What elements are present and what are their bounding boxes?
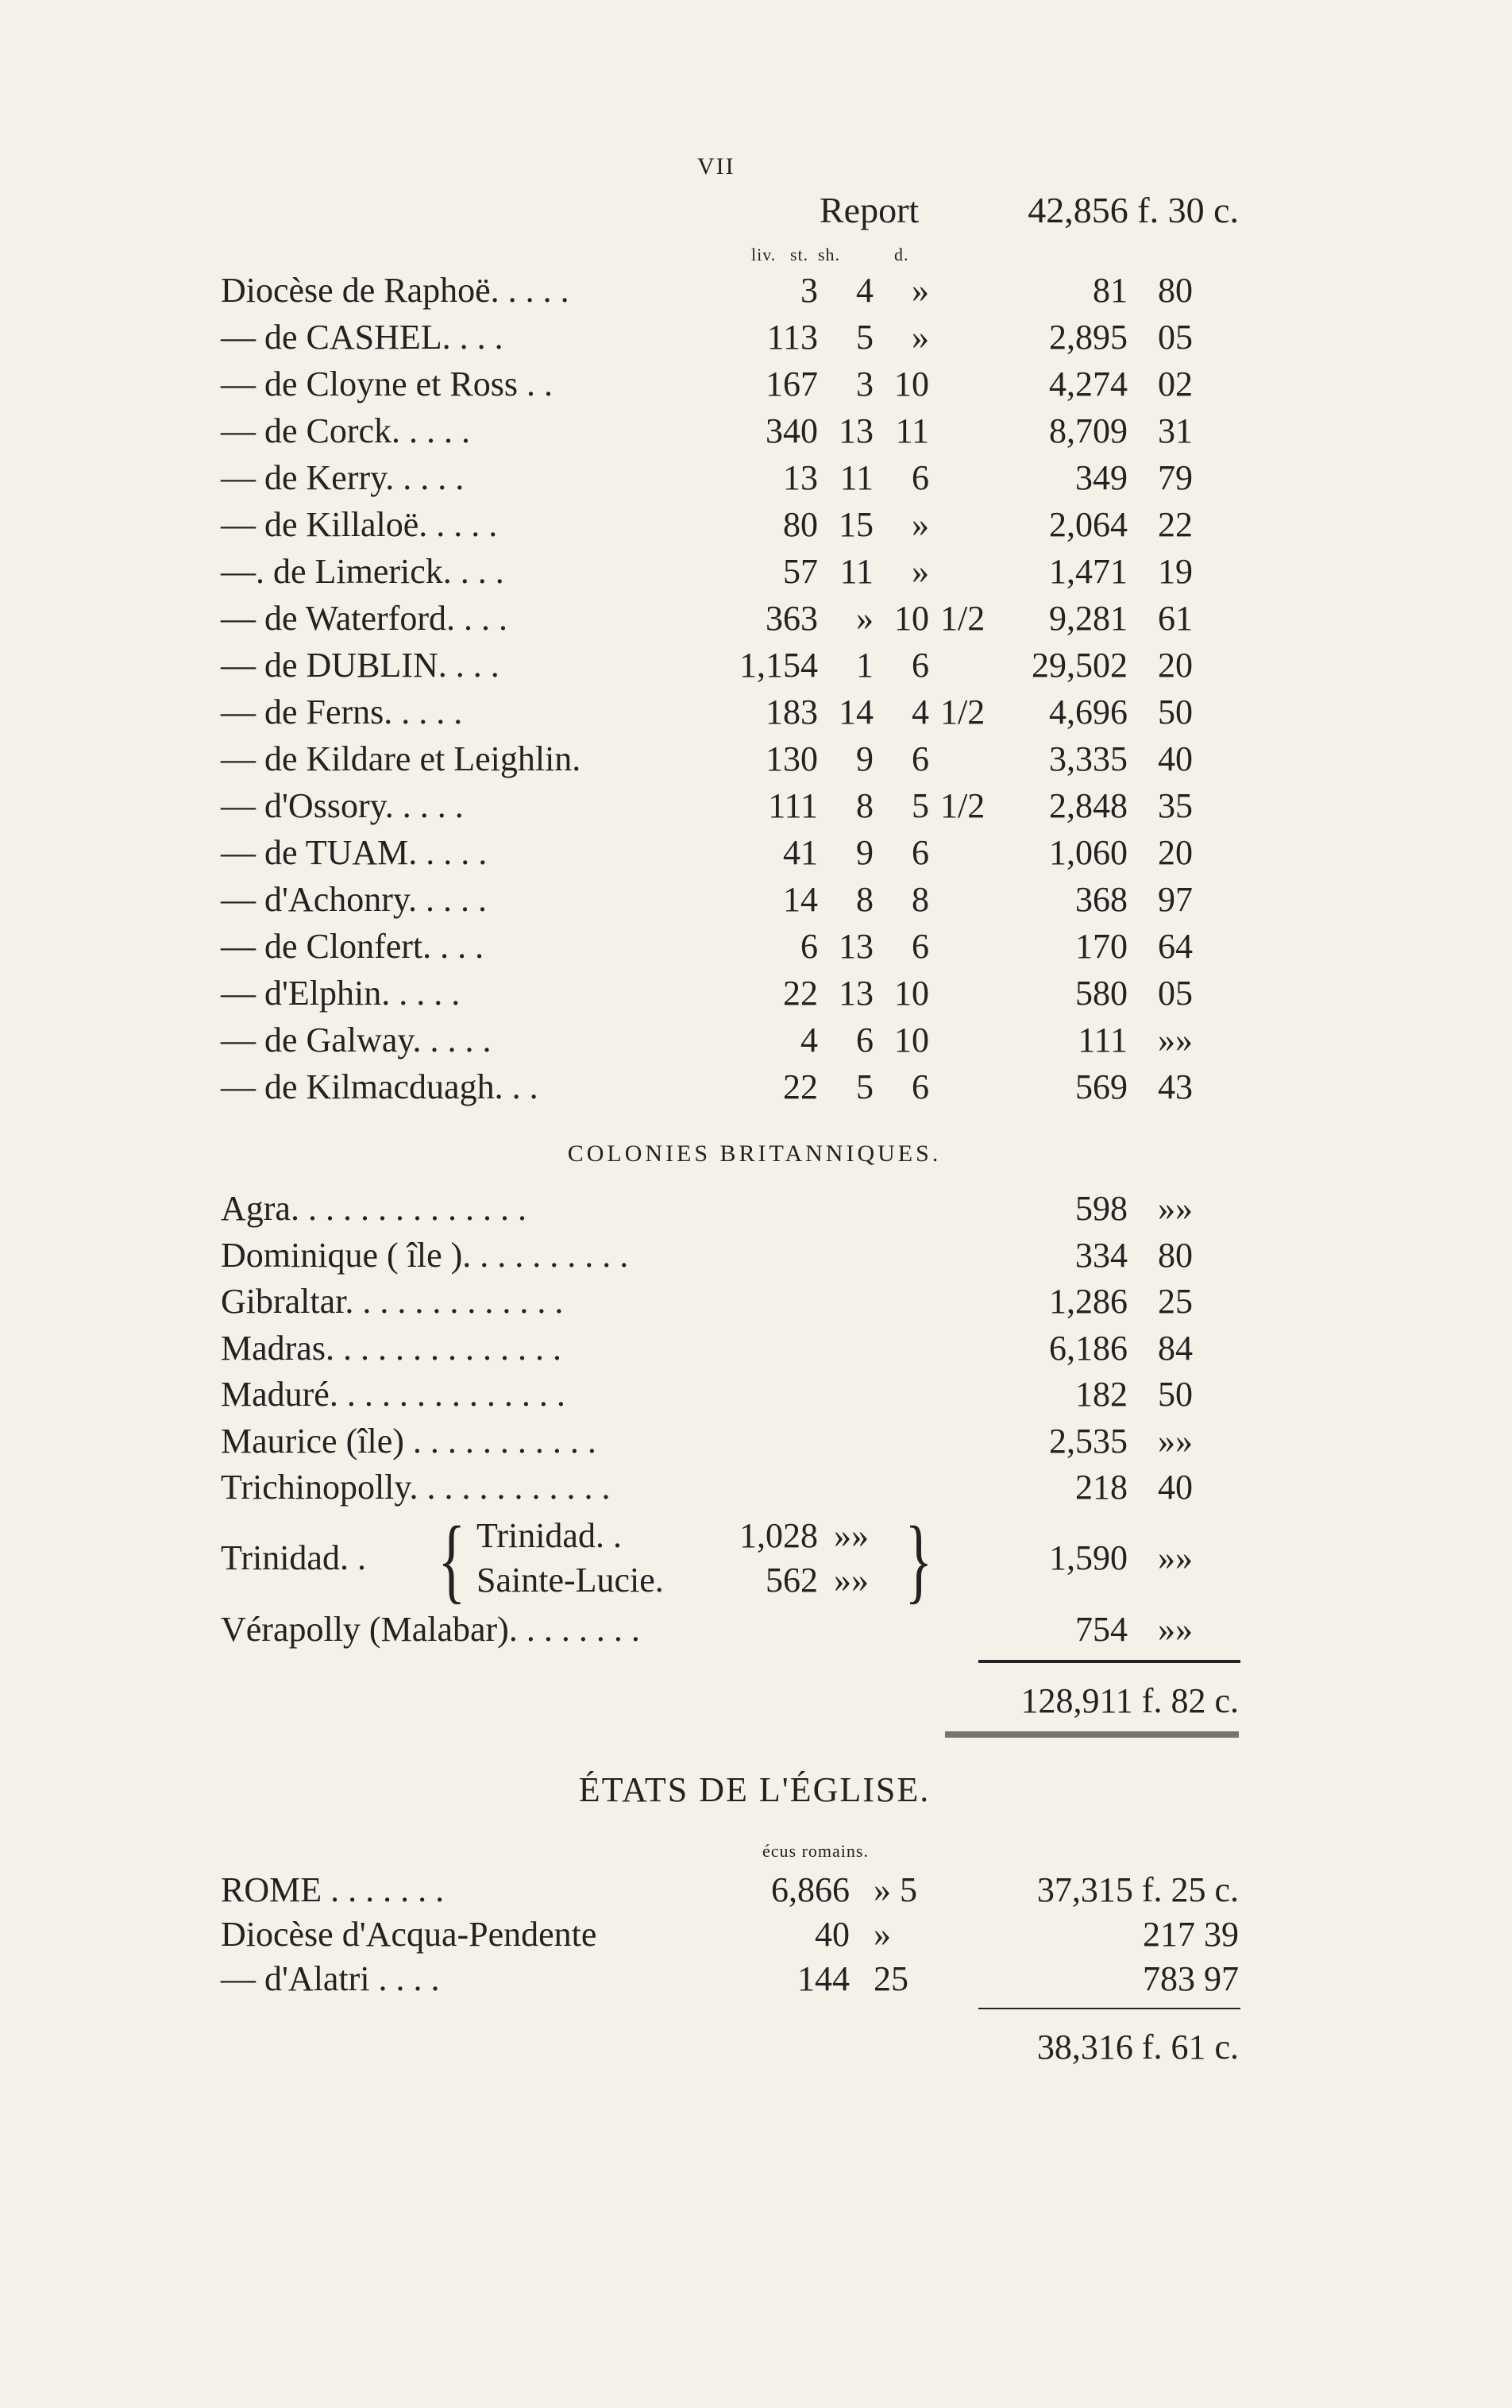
diocese-francs: 1,060 [1049, 833, 1128, 872]
diocese-centimes: 35 [1158, 786, 1193, 825]
diocese-deniers: 10 [894, 974, 929, 1013]
eglise-name: Diocèse d'Acqua-Pendente [221, 1915, 597, 1954]
diocese-shillings: 14 [839, 693, 874, 731]
diocese-deniers: 10 [894, 365, 929, 403]
diocese-deniers: 6 [912, 646, 929, 685]
diocese-name: — de CASHEL. . . . [221, 318, 503, 357]
eglise-baiocchi: » 5 [874, 1870, 917, 1909]
eglise-heading: ÉTATS DE L'ÉGLISE. [578, 1770, 931, 1809]
diocese-francs: 170 [1075, 927, 1128, 966]
diocese-livres: 183 [766, 693, 818, 731]
diocese-deniers: 11 [895, 411, 929, 450]
diocese-shillings: 8 [856, 786, 874, 825]
eglise-ecus: 6,866 [771, 1870, 850, 1909]
diocese-centimes: 79 [1158, 458, 1193, 497]
diocese-fraction: 1/2 [940, 599, 986, 638]
colonies-heading: COLONIES BRITANNIQUES. [567, 1140, 942, 1167]
colony-name: Agra. . . . . . . . . . . . . . [221, 1189, 526, 1228]
diocese-livres: 41 [783, 833, 818, 872]
diocese-livres: 14 [783, 880, 818, 919]
diocese-centimes: 80 [1158, 271, 1193, 310]
trinidad-francs: 1,590 [1049, 1538, 1128, 1577]
trinidad-sub-name: Trinidad. . [476, 1516, 622, 1555]
diocese-centimes: 05 [1158, 318, 1193, 357]
diocese-centimes: 40 [1158, 739, 1193, 778]
trinidad-centimes: »» [1158, 1538, 1193, 1577]
diocese-centimes: 22 [1158, 505, 1193, 544]
diocese-deniers: » [912, 552, 929, 591]
diocese-francs: 9,281 [1049, 599, 1128, 638]
colony-francs: 182 [1075, 1375, 1128, 1414]
diocese-francs: 2,895 [1049, 318, 1128, 357]
diocese-deniers: 6 [912, 739, 929, 778]
diocese-centimes: 20 [1158, 646, 1193, 685]
diocese-livres: 57 [783, 552, 818, 591]
diocese-shillings: 9 [856, 833, 874, 872]
diocese-livres: 22 [783, 1067, 818, 1106]
diocese-name: — de Kerry. . . . . [221, 458, 465, 497]
diocese-name: Diocèse de Raphoë. . . . . [221, 271, 569, 310]
diocese-centimes: 64 [1158, 927, 1193, 966]
diocese-centimes: »» [1158, 1021, 1193, 1059]
diocese-name: — de Galway. . . . . [221, 1021, 492, 1059]
colony-francs: 334 [1075, 1236, 1128, 1275]
diocese-livres: 6 [800, 927, 818, 966]
diocese-deniers: 10 [894, 1021, 929, 1059]
diocese-francs: 111 [1078, 1021, 1128, 1059]
colony-centimes: 84 [1158, 1329, 1193, 1368]
diocese-centimes: 02 [1158, 365, 1193, 403]
eglise-ecus: 144 [797, 1959, 850, 1998]
diocese-name: — de Ferns. . . . . [221, 693, 463, 731]
diocese-livres: 167 [766, 365, 818, 403]
diocese-deniers: 5 [912, 786, 929, 825]
diocese-deniers: » [912, 318, 929, 357]
diocese-shillings: 5 [856, 318, 874, 357]
diocese-livres: 340 [766, 411, 818, 450]
diocese-livres: 22 [783, 974, 818, 1013]
diocese-livres: 1,154 [739, 646, 818, 685]
colony-centimes: 50 [1158, 1375, 1193, 1414]
diocese-fraction: 1/2 [940, 786, 986, 825]
diocese-francs: 81 [1093, 271, 1128, 310]
diocese-livres: 111 [768, 786, 818, 825]
diocese-name: — de Killaloë. . . . . [221, 505, 498, 544]
eglise-francs: 217 39 [1143, 1915, 1239, 1954]
diocese-livres: 13 [783, 458, 818, 497]
diocese-shillings: 11 [839, 458, 874, 497]
diocese-francs: 8,709 [1049, 411, 1128, 450]
diocese-deniers: » [912, 505, 929, 544]
total-rule-1b [945, 1731, 1239, 1738]
report-amount: 42,856 f. 30 c. [1028, 190, 1239, 230]
diocese-francs: 569 [1075, 1067, 1128, 1106]
diocese-name: — d'Ossory. . . . . [221, 786, 464, 825]
diocese-francs: 4,696 [1049, 693, 1128, 731]
eglise-baiocchi: 25 [874, 1959, 908, 1998]
diocese-francs: 580 [1075, 974, 1128, 1013]
diocese-centimes: 43 [1158, 1067, 1193, 1106]
colony-francs: 1,286 [1049, 1282, 1128, 1321]
diocese-livres: 4 [800, 1021, 818, 1059]
units-d: d. [894, 245, 909, 264]
colony-francs: 598 [1075, 1189, 1128, 1228]
verapolly-francs: 754 [1075, 1610, 1128, 1649]
eglise-francs: 783 97 [1143, 1959, 1239, 1998]
diocese-name: — de Corck. . . . . [221, 411, 471, 450]
units-st: st. [790, 245, 809, 264]
ecus-header: écus romains. [762, 1841, 869, 1861]
colony-name: Dominique ( île ). . . . . . . . . . [221, 1236, 629, 1275]
diocese-centimes: 61 [1158, 599, 1193, 638]
colony-name: Maduré. . . . . . . . . . . . . . [221, 1375, 565, 1414]
page-number: VII [697, 153, 735, 179]
diocese-centimes: 19 [1158, 552, 1193, 591]
diocese-shillings: 3 [856, 365, 874, 403]
diocese-deniers: 6 [912, 833, 929, 872]
sainte-lucie-amount: 562 [766, 1561, 818, 1600]
diocese-centimes: 20 [1158, 833, 1193, 872]
diocese-francs: 2,064 [1049, 505, 1128, 544]
diocese-francs: 2,848 [1049, 786, 1128, 825]
report-label: Report [820, 190, 920, 230]
diocese-francs: 3,335 [1049, 739, 1128, 778]
diocese-livres: 113 [766, 318, 818, 357]
diocese-name: — de Clonfert. . . . [221, 927, 484, 966]
diocese-deniers: » [912, 271, 929, 310]
diocese-centimes: 31 [1158, 411, 1193, 450]
colony-name: Trichinopolly. . . . . . . . . . . . [221, 1468, 611, 1507]
eglise-name: ROME . . . . . . . [221, 1870, 445, 1909]
diocese-shillings: 13 [839, 974, 874, 1013]
sainte-lucie-c: »» [834, 1561, 869, 1600]
colony-centimes: 25 [1158, 1282, 1193, 1321]
diocese-centimes: 97 [1158, 880, 1193, 919]
diocese-shillings: 5 [856, 1067, 874, 1106]
verapolly-name: Vérapolly (Malabar). . . . . . . . [221, 1610, 640, 1649]
trinidad-label: Trinidad. . [221, 1538, 366, 1577]
colony-francs: 218 [1075, 1468, 1128, 1507]
verapolly-centimes: »» [1158, 1610, 1193, 1649]
diocese-shillings: 1 [856, 646, 874, 685]
diocese-shillings: 11 [839, 552, 874, 591]
diocese-francs: 4,274 [1049, 365, 1128, 403]
diocese-shillings: 13 [839, 411, 874, 450]
diocese-livres: 80 [783, 505, 818, 544]
total-1: 128,911 f. 82 c. [1020, 1681, 1239, 1720]
diocese-name: —. de Limerick. . . . [221, 552, 504, 591]
diocese-deniers: 6 [912, 458, 929, 497]
diocese-shillings: 6 [856, 1021, 874, 1059]
diocese-livres: 363 [766, 599, 818, 638]
colony-name: Gibraltar. . . . . . . . . . . . . [221, 1282, 564, 1321]
trinidad-sub-amount: 1,028 [739, 1516, 818, 1555]
diocese-name: — de Kildare et Leighlin. [221, 739, 581, 778]
diocese-centimes: 50 [1158, 693, 1193, 731]
diocese-shillings: 13 [839, 927, 874, 966]
eglise-francs: 37,315 f. 25 c. [1036, 1870, 1239, 1909]
diocese-deniers: 6 [912, 1067, 929, 1106]
left-brace: { [438, 1507, 466, 1612]
diocese-francs: 1,471 [1049, 552, 1128, 591]
total-2: 38,316 f. 61 c. [1036, 2028, 1239, 2066]
colony-francs: 2,535 [1049, 1422, 1128, 1461]
colony-centimes: »» [1158, 1422, 1193, 1461]
trinidad-sub-c: »» [834, 1516, 869, 1555]
diocese-shillings: 9 [856, 739, 874, 778]
diocese-shillings: 15 [839, 505, 874, 544]
diocese-name: — de TUAM. . . . . [221, 833, 488, 872]
eglise-baiocchi: » [874, 1915, 891, 1954]
total-rule-2 [978, 2008, 1240, 2009]
diocese-livres: 130 [766, 739, 818, 778]
colony-name: Madras. . . . . . . . . . . . . . [221, 1329, 561, 1368]
right-brace: } [904, 1507, 933, 1612]
diocese-deniers: 8 [912, 880, 929, 919]
diocese-francs: 29,502 [1032, 646, 1128, 685]
diocese-centimes: 05 [1158, 974, 1193, 1013]
diocese-deniers: 10 [894, 599, 929, 638]
total-rule-1 [978, 1660, 1240, 1663]
diocese-francs: 349 [1075, 458, 1128, 497]
diocese-deniers: 6 [912, 927, 929, 966]
diocese-name: — de Waterford. . . . [221, 599, 507, 638]
diocese-shillings: » [856, 599, 874, 638]
diocese-shillings: 4 [856, 271, 874, 310]
eglise-name: — d'Alatri . . . . [221, 1959, 440, 1998]
diocese-name: — de Cloyne et Ross . . [221, 365, 553, 403]
colony-centimes: »» [1158, 1189, 1193, 1228]
diocese-name: — de DUBLIN. . . . [221, 646, 499, 685]
colony-centimes: 80 [1158, 1236, 1193, 1275]
colony-name: Maurice (île) . . . . . . . . . . . [221, 1422, 596, 1461]
diocese-name: — d'Elphin. . . . . [221, 974, 461, 1013]
diocese-deniers: 4 [912, 693, 929, 731]
eglise-ecus: 40 [815, 1915, 850, 1954]
units-liv: liv. [751, 245, 777, 264]
diocese-shillings: 8 [856, 880, 874, 919]
diocese-name: — d'Achonry. . . . . [221, 880, 488, 919]
diocese-fraction: 1/2 [940, 693, 986, 731]
sainte-lucie-name: Sainte-Lucie. [476, 1561, 664, 1600]
colony-francs: 6,186 [1049, 1329, 1128, 1368]
units-sh: sh. [818, 245, 841, 264]
diocese-francs: 368 [1075, 880, 1128, 919]
colony-centimes: 40 [1158, 1468, 1193, 1507]
diocese-livres: 3 [800, 271, 818, 310]
diocese-name: — de Kilmacduagh. . . [221, 1067, 538, 1106]
